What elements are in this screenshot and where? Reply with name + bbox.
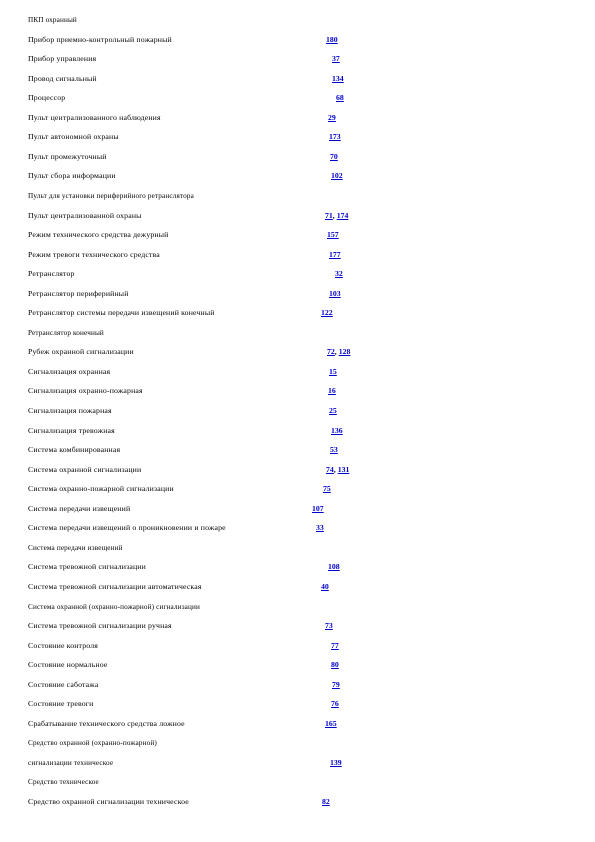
index-term: Пульт централизованной охраны xyxy=(28,210,142,220)
page-link[interactable]: 76 xyxy=(331,699,339,709)
index-entry xyxy=(0,72,595,86)
page-link[interactable]: 68 xyxy=(336,93,344,103)
index-term: Система тревожной сигнализации автоматическая xyxy=(28,581,202,591)
index-term: Сигнализация охранная xyxy=(28,366,111,376)
page-refs xyxy=(332,678,340,692)
index-entry xyxy=(0,384,595,398)
index-term: Прибор управления xyxy=(28,54,97,64)
page-link[interactable]: 122 xyxy=(321,308,333,318)
page-refs xyxy=(336,91,344,105)
index-entry xyxy=(0,91,595,105)
page-link[interactable]: 29 xyxy=(328,112,336,122)
page-link[interactable]: 173 xyxy=(329,132,341,142)
index-term: ПКП охранный xyxy=(28,16,77,24)
page-link[interactable]: 75 xyxy=(323,484,331,494)
index-term: Рубеж охранной сигнализации xyxy=(28,347,134,357)
page-link[interactable]: 73 xyxy=(325,621,333,631)
index-term: Сигнализация охранно-пожарная xyxy=(28,386,143,396)
index-term: Система передачи извещений xyxy=(28,543,123,552)
index-entry xyxy=(0,130,595,144)
index-entry xyxy=(0,639,595,653)
index-term: Состояние контроля xyxy=(28,640,98,650)
index-entry xyxy=(0,658,595,672)
index-entry xyxy=(0,111,595,125)
page-refs xyxy=(329,404,337,418)
index-entry xyxy=(0,697,595,711)
page-refs xyxy=(312,502,324,516)
page-refs xyxy=(330,443,338,457)
index-term: сигнализации техническое xyxy=(28,758,114,767)
page-refs xyxy=(331,658,339,672)
page-refs xyxy=(331,697,339,711)
page-ref-separator: , xyxy=(333,464,338,474)
page-refs xyxy=(331,424,343,438)
page-link[interactable]: 157 xyxy=(327,230,339,240)
page-link[interactable]: 82 xyxy=(322,797,330,806)
page-refs xyxy=(327,228,339,242)
index-term: Система тревожной сигнализации ручная xyxy=(28,621,172,631)
page-link[interactable]: 131 xyxy=(337,464,350,474)
index-entry xyxy=(0,345,595,359)
page-refs xyxy=(332,72,344,86)
index-entry xyxy=(0,404,595,418)
index-term: Состояние нормальное xyxy=(28,660,108,670)
page-refs xyxy=(329,248,341,262)
index-entry xyxy=(0,736,595,750)
index-term: Сигнализация пожарная xyxy=(28,406,112,415)
page-link[interactable]: 72 xyxy=(327,347,335,357)
page-refs xyxy=(328,560,340,574)
page-link[interactable]: 165 xyxy=(325,718,337,728)
index-term: Ретранслятор системы передачи извещений конечный xyxy=(28,308,215,318)
page-refs xyxy=(332,52,340,66)
page-link[interactable]: 139 xyxy=(330,757,342,767)
index-term: Состояние тревоги xyxy=(28,699,94,709)
index-entry xyxy=(0,541,595,555)
page-link[interactable]: 79 xyxy=(332,679,340,689)
page-refs xyxy=(329,287,341,301)
index-term: Процессор xyxy=(28,93,66,103)
page-ref-separator: , xyxy=(332,210,337,220)
index-term: Система передачи извещений о проникновении и пожаре xyxy=(28,523,226,533)
index-term: Прибор приемно-контрольный пожарный xyxy=(28,34,172,44)
index-term: Состояние саботажа xyxy=(28,679,99,689)
page-link[interactable]: 180 xyxy=(326,34,338,44)
page-link[interactable]: 136 xyxy=(331,425,343,435)
page-refs xyxy=(326,463,349,477)
page-link[interactable]: 74 xyxy=(326,464,334,474)
page-link[interactable]: 33 xyxy=(316,523,324,533)
index-term: Система комбинированная xyxy=(28,445,121,455)
page-refs xyxy=(322,795,330,809)
page-link[interactable]: 25 xyxy=(329,406,337,415)
index-term: Средство охранной (охранно-пожарной) xyxy=(28,739,157,748)
page-refs xyxy=(328,384,336,398)
index-term: Ретранслятор периферийный xyxy=(28,288,129,298)
index-entry xyxy=(0,169,595,183)
index-entry xyxy=(0,580,595,594)
index-term: Пульт централизованного наблюдения xyxy=(28,112,161,122)
index-term: Режим тревоги технического средства xyxy=(28,249,160,259)
page-refs xyxy=(316,521,324,535)
index-entry xyxy=(0,52,595,66)
page-refs xyxy=(330,150,338,164)
page-link[interactable]: 102 xyxy=(331,171,343,181)
index-term: Система охранной сигнализации xyxy=(28,464,142,474)
index-entry xyxy=(0,209,595,223)
index-entry xyxy=(0,267,595,281)
page-ref-separator: , xyxy=(334,347,339,357)
page-link[interactable]: 134 xyxy=(332,73,344,83)
page-link[interactable]: 71 xyxy=(325,210,333,220)
index-entry xyxy=(0,795,595,809)
page-refs xyxy=(327,345,350,359)
page-refs xyxy=(331,639,339,653)
index-entry xyxy=(0,678,595,692)
page-link[interactable]: 80 xyxy=(331,660,339,670)
index-entry xyxy=(0,326,595,340)
index-term: Сигнализация тревожная xyxy=(28,425,115,435)
page-refs xyxy=(326,33,338,47)
index-term: Пульт сбора информации xyxy=(28,171,116,181)
index-entry xyxy=(0,560,595,574)
index-term: Система охранной (охранно-пожарной) сигнализации xyxy=(28,602,201,611)
page-refs xyxy=(325,717,337,731)
page-link[interactable]: 40 xyxy=(321,581,329,591)
index-term: Провод сигнальный xyxy=(28,73,97,83)
page-refs xyxy=(330,756,342,770)
index-entry xyxy=(0,306,595,320)
index-term: Режим технического средства дежурный xyxy=(28,230,169,240)
page-refs xyxy=(321,580,329,594)
page-link[interactable]: 108 xyxy=(328,562,340,572)
index-term: Система тревожной сигнализации xyxy=(28,562,146,572)
page-link[interactable]: 77 xyxy=(331,640,339,650)
index-entry xyxy=(0,775,595,789)
page-refs xyxy=(335,267,343,281)
index-term: Средство охранной сигнализации техническое xyxy=(28,797,189,806)
index-entry xyxy=(0,600,595,614)
index-entry xyxy=(0,287,595,301)
index-entry xyxy=(0,248,595,262)
index-entry xyxy=(0,756,595,770)
index-term: Пульт для установки периферийного ретранслятора xyxy=(28,191,194,200)
index-entry xyxy=(0,502,595,516)
page-link[interactable]: 15 xyxy=(329,366,337,376)
index-entry xyxy=(0,13,595,27)
index-entry xyxy=(0,365,595,379)
page-link[interactable]: 70 xyxy=(330,151,338,161)
page-link[interactable]: 107 xyxy=(312,503,324,513)
page-refs xyxy=(323,482,331,496)
index-term: Срабатывание технического средства ложное xyxy=(28,718,185,728)
page-refs xyxy=(325,209,348,223)
index-term: Система передачи извещений xyxy=(28,503,131,513)
index-entry xyxy=(0,150,595,164)
page-link[interactable]: 177 xyxy=(329,249,341,259)
index-entry xyxy=(0,33,595,47)
index-term: Система охранно-пожарной сигнализации xyxy=(28,484,174,494)
page-link[interactable]: 53 xyxy=(330,445,338,455)
index-entry xyxy=(0,228,595,242)
page-refs xyxy=(321,306,333,320)
index-term: Пульт промежуточный xyxy=(28,151,107,161)
index-entry xyxy=(0,443,595,457)
page-link[interactable]: 103 xyxy=(329,288,341,298)
index-term: Средство техническое xyxy=(28,778,99,787)
index-term: Ретранслятор xyxy=(28,269,75,279)
page-refs xyxy=(328,111,336,125)
page-refs xyxy=(331,169,343,183)
index-entry xyxy=(0,189,595,203)
page-link[interactable]: 32 xyxy=(335,269,343,279)
page-link[interactable]: 128 xyxy=(338,347,351,357)
index-entry xyxy=(0,463,595,477)
page-link[interactable]: 16 xyxy=(328,386,336,396)
page-refs xyxy=(329,130,341,144)
page-link[interactable]: 174 xyxy=(336,210,349,220)
index-entry xyxy=(0,424,595,438)
page-refs xyxy=(329,365,337,379)
index-entry xyxy=(0,521,595,535)
page-link[interactable]: 37 xyxy=(332,54,340,64)
index-entry xyxy=(0,482,595,496)
index-entry xyxy=(0,717,595,731)
index-entry xyxy=(0,619,595,633)
index-term: Ретранслятор конечный xyxy=(28,328,104,337)
index-term: Пульт автономной охраны xyxy=(28,132,119,142)
page-refs xyxy=(325,619,333,633)
